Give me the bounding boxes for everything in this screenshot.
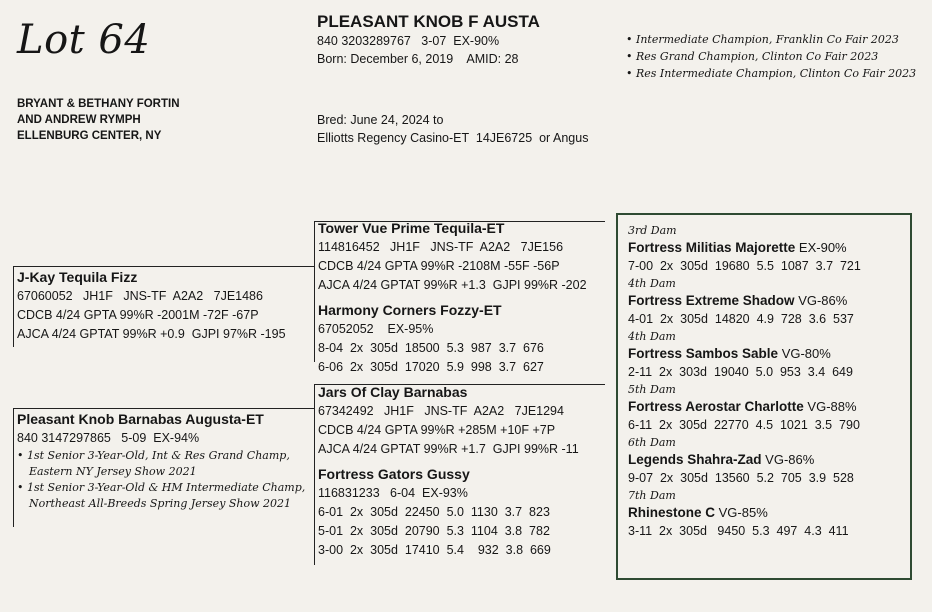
consignor-line: BRYANT & BETHANY FORTIN [17,98,180,110]
animal-born: Born: December 6, 2019 AMID: 28 [317,52,519,66]
pedigree-line: 67342492 JH1F JNS-TF A2A2 7JE1294 [318,404,564,418]
pedigree-line: AJCA 4/24 GPTAT 99%R +1.3 GJPI 99%R -202 [318,278,587,292]
dam-entry-score: VG-80% [781,346,831,361]
pedigree-name: Tower Vue Prime Tequila-ET [318,220,505,236]
dam-entry-score: EX-90% [798,240,847,255]
dam-entry-title [628,344,900,363]
dam-entry [628,435,900,488]
pedigree-line: 3-00 2x 305d 17410 5.4 932 3.8 669 [318,543,551,557]
dam-entry-record: 2-11 2x 303d 19040 5.0 953 3.4 649 [628,365,853,379]
pedigree-sire-dam [318,301,544,377]
dam-generation: 4th Dam [628,330,676,343]
pedigree-name: Jars Of Clay Barnabas [318,384,468,400]
dam-entry-title [628,397,900,416]
award-item: • Intermediate Champion, Franklin Co Fair 2023 [626,33,899,46]
dam-entry-title [628,450,900,469]
pedigree-line: 6-06 2x 305d 17020 5.9 998 3.7 627 [318,360,544,374]
pedigree-line: 116831233 6-04 EX-93% [318,486,468,500]
dam-entry-score: VG-85% [718,505,768,520]
sire-line: 67060052 JH1F JNS-TF A2A2 7JE1486 [17,289,263,303]
lot-number: Lot 64 [17,17,151,63]
dam-entry-title [628,503,900,522]
dam-entry [628,223,900,276]
dam-entry-score: VG-86% [798,293,848,308]
dam-generation: 4th Dam [628,277,676,290]
dam-entry [628,382,900,435]
dam-line: 840 3147297865 5-09 EX-94% [17,431,200,445]
award-item: • Res Grand Champion, Clinton Co Fair 2023 [626,50,879,63]
pedigree-line: AJCA 4/24 GPTAT 99%R +1.7 GJPI 99%R -11 [318,442,579,456]
dam-generation: 5th Dam [628,383,676,396]
dam [17,410,312,512]
pedigree-name: Harmony Corners Fozzy-ET [318,302,502,318]
animal-name: PLEASANT KNOB F AUSTA [317,12,540,31]
pedigree-line: 114816452 JH1F JNS-TF A2A2 7JE156 [318,240,564,254]
sire-line: CDCB 4/24 GPTA 99%R -2001M -72F -67P [17,308,259,322]
dam-award: • 1st Senior 3-Year-Old & HM Intermediate Champ, Northeast All-Breeds Spring Jersey Show 2021 [17,481,306,510]
pedigree-line: 8-04 2x 305d 18500 5.3 987 3.7 676 [318,341,544,355]
sire [17,268,286,344]
dam-name: Pleasant Knob Barnabas Augusta-ET [17,411,264,427]
pedigree-line: 5-01 2x 305d 20790 5.3 1104 3.8 782 [318,524,550,538]
pedigree-sire-sire [318,219,587,295]
dam-entry-title [628,291,900,310]
dam-entry-name: Rhinestone C [628,505,716,520]
dam-entry-title [628,238,900,257]
pedigree-line: CDCB 4/24 GPTA 99%R +285M +10F +7P [318,423,556,437]
dam-award: • 1st Senior 3-Year-Old, Int & Res Grand Champ, Eastern NY Jersey Show 2021 [17,449,290,478]
dam-generation: 3rd Dam [628,224,677,237]
dam-entry-name: Fortress Extreme Shadow [628,293,795,308]
dam-entry [628,329,900,382]
dam-entry-record: 3-11 2x 305d 9450 5.3 497 4.3 411 [628,524,849,538]
dam-entry-record: 6-11 2x 305d 22770 4.5 1021 3.5 790 [628,418,860,432]
dam-entry-name: Legends Shahra-Zad [628,452,762,467]
dam-generation: 6th Dam [628,436,676,449]
animal-header [317,12,540,68]
dam-entry-record: 7-00 2x 305d 19680 5.5 1087 3.7 721 [628,259,861,273]
award-item: • Res Intermediate Champion, Clinton Co Fair 2023 [626,67,917,80]
dam-entry-name: Fortress Militias Majorette [628,240,796,255]
consignor-line: AND ANDREW RYMPH [17,114,141,126]
pedigree-name: Fortress Gators Gussy [318,466,470,482]
bred-date: Bred: June 24, 2024 to [317,113,444,127]
pedigree-line: CDCB 4/24 GPTA 99%R -2108M -55F -56P [318,259,560,273]
dam-entry-name: Fortress Sambos Sable [628,346,779,361]
animal-awards [626,31,916,82]
dam-generation: 7th Dam [628,489,676,502]
pedigree-dam-dam [318,465,551,560]
pedigree-line: 6-01 2x 305d 22450 5.0 1130 3.7 823 [318,505,550,519]
breeding-info [317,111,588,147]
animal-id: 840 3203289767 3-07 EX-90% [317,34,500,48]
bred-sire: Elliotts Regency Casino-ET 14JE6725 or Angus [317,131,589,145]
sire-name: J-Kay Tequila Fizz [17,269,138,285]
consignor [17,96,180,144]
dam-entry [628,276,900,329]
dam-entry-record: 9-07 2x 305d 13560 5.2 705 3.9 528 [628,471,854,485]
dam-entry-score: VG-86% [765,452,815,467]
pedigree-dam-sire [318,383,579,459]
dam-entry-name: Fortress Aerostar Charlotte [628,399,804,414]
dam-lineage-box [616,213,912,580]
consignor-line: ELLENBURG CENTER, NY [17,130,162,142]
pedigree-line: 67052052 EX-95% [318,322,434,336]
sire-line: AJCA 4/24 GPTAT 99%R +0.9 GJPI 97%R -195 [17,327,286,341]
dam-entry-record: 4-01 2x 305d 14820 4.9 728 3.6 537 [628,312,854,326]
dam-entry [628,488,900,541]
dam-entry-score: VG-88% [807,399,857,414]
